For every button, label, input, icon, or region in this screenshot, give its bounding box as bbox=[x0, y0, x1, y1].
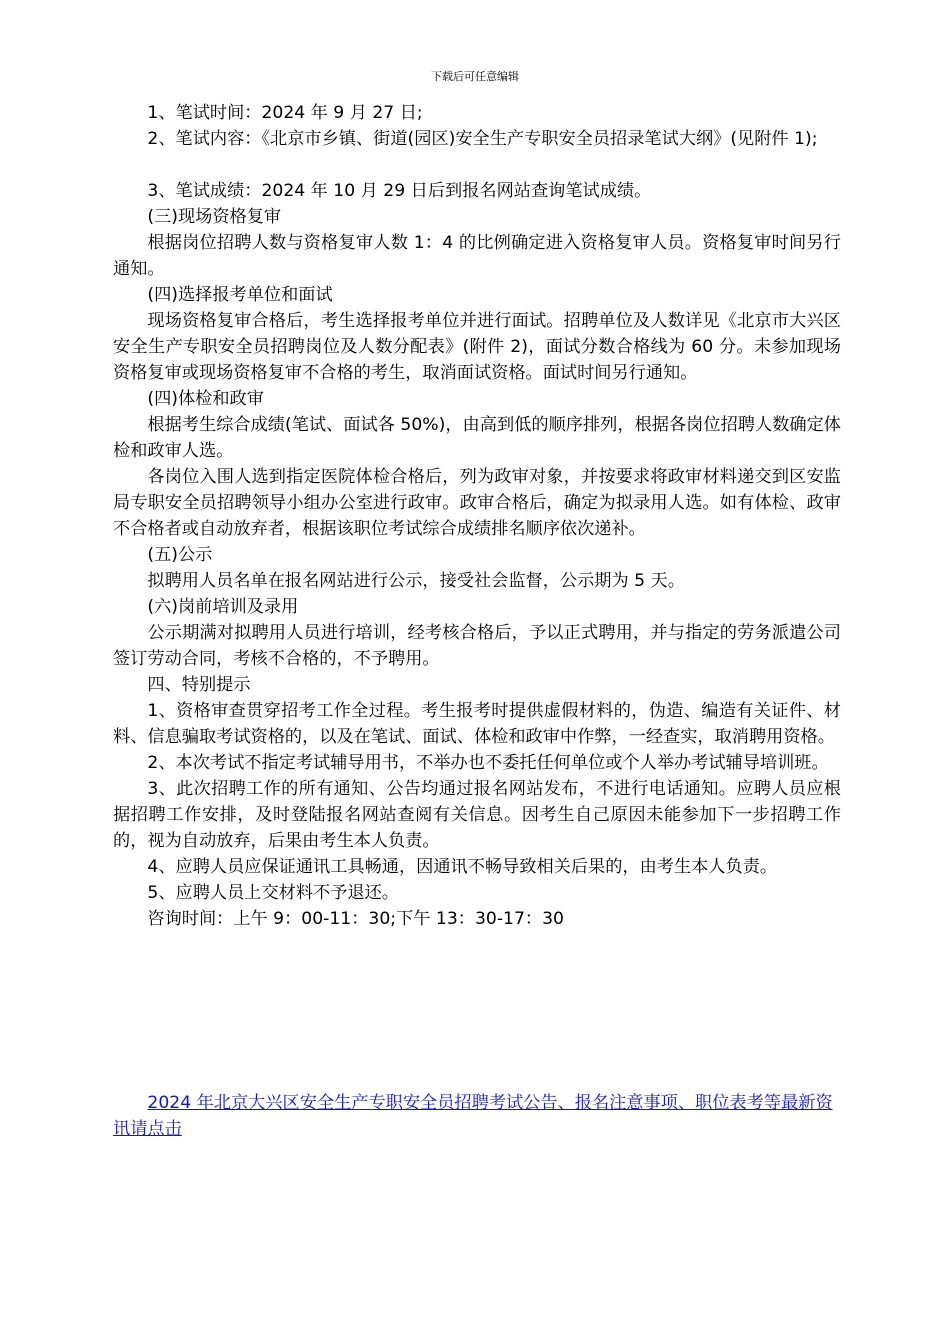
link-paragraph bbox=[113, 1090, 841, 1142]
link-block bbox=[113, 1090, 841, 1142]
section-heading-special-notes: 四、特别提示 bbox=[147, 675, 251, 695]
paragraph-publicity: 拟聘用人员名单在报名网站进行公示，接受社会监督，公示期为 5 天。 bbox=[147, 571, 685, 591]
section-heading-training: (六)岗前培训及录用 bbox=[147, 597, 299, 617]
paragraph-note-1: 1、资格审查贯穿招考工作全过程。考生报考时提供虚假材料的，伪造、编造有关证件、材料、信息骗取考试资格的，以及在笔试、面试、体检和政审中作弊，一经查实，取消聘用资格。 bbox=[113, 701, 841, 747]
section-heading-interview: (四)选择报考单位和面试 bbox=[147, 285, 333, 305]
paragraph-note-4: 4、应聘人员应保证通讯工具畅通，因通讯不畅导致相关后果的，由考生本人负责。 bbox=[147, 857, 778, 877]
document-body bbox=[113, 100, 841, 932]
section-heading-qualification-review: (三)现场资格复审 bbox=[147, 207, 282, 227]
paragraph-exam-score: 3、笔试成绩：2024 年 10 月 29 日后到报名网站查询笔试成绩。 bbox=[147, 181, 652, 201]
paragraph-medical-ranking: 根据考生综合成绩(笔试、面试各 50%)，由高到低的顺序排列，根据各岗位招聘人数确定体检和政审人选。 bbox=[113, 415, 841, 461]
paragraph-exam-time: 1、笔试时间：2024 年 9 月 27 日; bbox=[147, 103, 423, 123]
paragraph-contact-hours: 咨询时间：上午 9：00-11：30;下午 13：30-17：30 bbox=[147, 909, 564, 929]
paragraph-note-2: 2、本次考试不指定考试辅导用书，不举办也不委托任何单位或个人举办考试辅导培训班。 bbox=[147, 753, 829, 773]
section-heading-publicity: (五)公示 bbox=[147, 545, 213, 565]
blank-line bbox=[113, 152, 841, 178]
paragraph-qualification-review: 根据岗位招聘人数与资格复审人数 1：4 的比例确定进入资格复审人员。资格复审时间另行通知。 bbox=[113, 233, 841, 279]
paragraph-note-5: 5、应聘人员上交材料不予退还。 bbox=[147, 883, 399, 903]
paragraph-exam-content: 2、笔试内容：《北京市乡镇、街道(园区)安全生产专职安全员招录笔试大纲》(见附件 1); bbox=[147, 129, 818, 149]
section-heading-medical-check: (四)体检和政审 bbox=[147, 389, 264, 409]
latest-news-link[interactable]: 2024 年北京大兴区安全生产专职安全员招聘考试公告、报名注意事项、职位表考等最新资讯请点击 bbox=[113, 1093, 833, 1139]
paragraph-political-review: 各岗位入围人选到指定医院体检合格后，列为政审对象，并按要求将政审材料递交到区安监局专职安全员招聘领导小组办公室进行政审。政审合格后，确定为拟录用人选。如有体检、政审不合格者或自动放弃者，根据该职位考试综合成绩排名顺序依次递补。 bbox=[113, 467, 841, 539]
paragraph-interview: 现场资格复审合格后，考生选择报考单位并进行面试。招聘单位及人数详见《北京市大兴区安全生产专职安全员招聘岗位及人数分配表》(附件 2)，面试分数合格线为 60 分。未参加现场资格复审或现场资格复审不合格的考生，取消面试资格。面试时间另行通知。 bbox=[113, 311, 841, 383]
page-header: 下载后可任意编辑 bbox=[431, 70, 519, 83]
paragraph-training: 公示期满对拟聘用人员进行培训，经考核合格后，予以正式聘用，并与指定的劳务派遣公司签订劳动合同，考核不合格的，不予聘用。 bbox=[113, 623, 841, 669]
paragraph-note-3: 3、此次招聘工作的所有通知、公告均通过报名网站发布，不进行电话通知。应聘人员应根据招聘工作安排，及时登陆报名网站查阅有关信息。因考生自己原因未能参加下一步招聘工作的，视为自动放弃，后果由考生本人负责。 bbox=[113, 779, 841, 851]
